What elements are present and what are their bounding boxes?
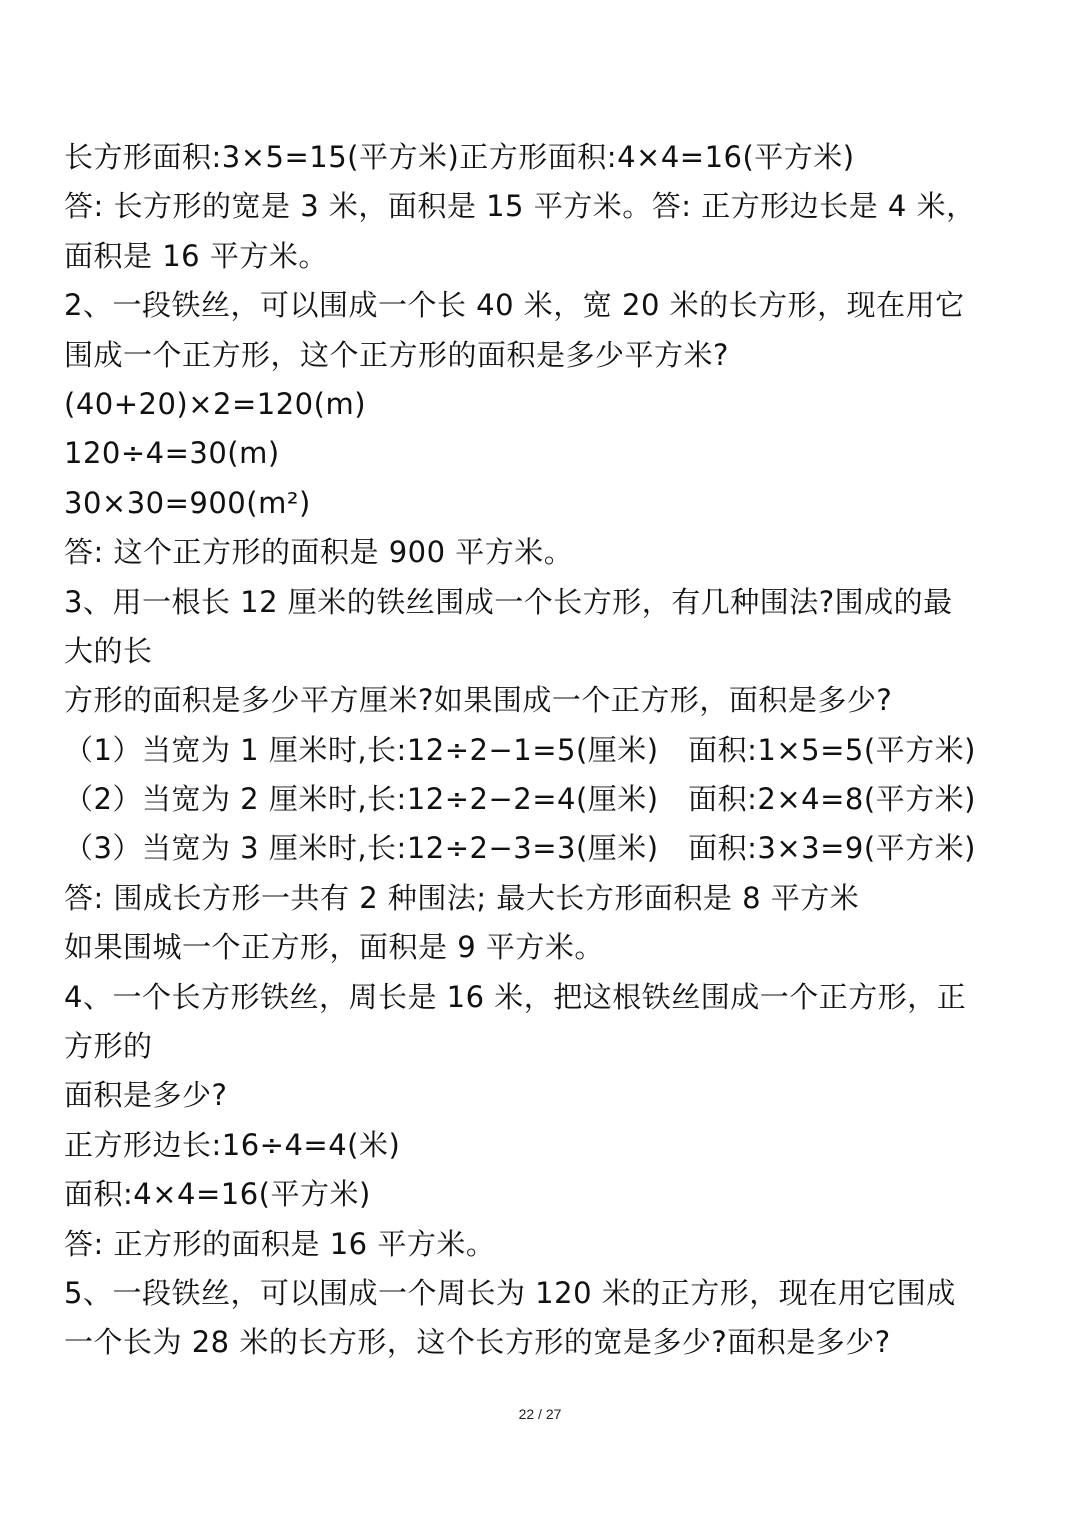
equation-line: 正方形边长:16÷4=4(米) [64, 1127, 401, 1162]
text-line: 一个长为 28 米的长方形，这个长方形的宽是多少?面积是多少? [64, 1325, 891, 1360]
text-line: 答: 长方形的宽是 3 米，面积是 15 平方米。答: 正方形边长是 4 米， [64, 189, 976, 224]
text-line: 如果围城一个正方形，面积是 9 平方米。 [64, 930, 604, 965]
text-line: 方形的 [64, 1029, 153, 1064]
question-4-line: 4、一个长方形铁丝，周长是 16 米，把这根铁丝围成一个正方形，正 [64, 979, 967, 1014]
question-5-line: 5、一段铁丝，可以围成一个周长为 120 米的正方形，现在用它围成 [64, 1275, 956, 1310]
equation-line: 120÷4=30(m) [64, 436, 280, 471]
answer-line: 答: 这个正方形的面积是 900 平方米。 [64, 535, 574, 570]
text-line: 长方形面积:3×5=15(平方米)正方形面积:4×4=16(平方米) [64, 140, 855, 174]
solution-line: （3）当宽为 3 厘米时,长:12÷2−3=3(厘米) 面积:3×3=9(平方米) [64, 831, 976, 866]
document-body [64, 133, 1024, 1368]
question-3-line: 3、用一根长 12 厘米的铁丝围成一个长方形，有几种围法?围成的最 [64, 584, 953, 619]
text-line: 围成一个正方形，这个正方形的面积是多少平方米? [64, 337, 729, 372]
answer-line: 答: 围成长方形一共有 2 种围法; 最大长方形面积是 8 平方米 [64, 880, 860, 915]
text-line: 方形的面积是多少平方厘米?如果围成一个正方形，面积是多少? [64, 683, 893, 718]
solution-line: （2）当宽为 2 厘米时,长:12÷2−2=4(厘米) 面积:2×4=8(平方米) [64, 782, 976, 817]
text-line: 面积是多少? [64, 1078, 228, 1113]
solution-line: （1）当宽为 1 厘米时,长:12÷2−1=5(厘米) 面积:1×5=5(平方米) [64, 732, 976, 767]
equation-line: 30×30=900(m²) [64, 485, 311, 520]
text-line: 面积是 16 平方米。 [64, 238, 328, 273]
text-line: 大的长 [64, 633, 153, 668]
page-number: 22 / 27 [518, 1406, 562, 1422]
equation-line: 面积:4×4=16(平方米) [64, 1177, 371, 1212]
equation-line: (40+20)×2=120(m) [64, 386, 367, 421]
question-2-line: 2、一段铁丝，可以围成一个长 40 米，宽 20 米的长方形，现在用它 [64, 288, 965, 323]
answer-line: 答: 正方形的面积是 16 平方米。 [64, 1226, 496, 1261]
